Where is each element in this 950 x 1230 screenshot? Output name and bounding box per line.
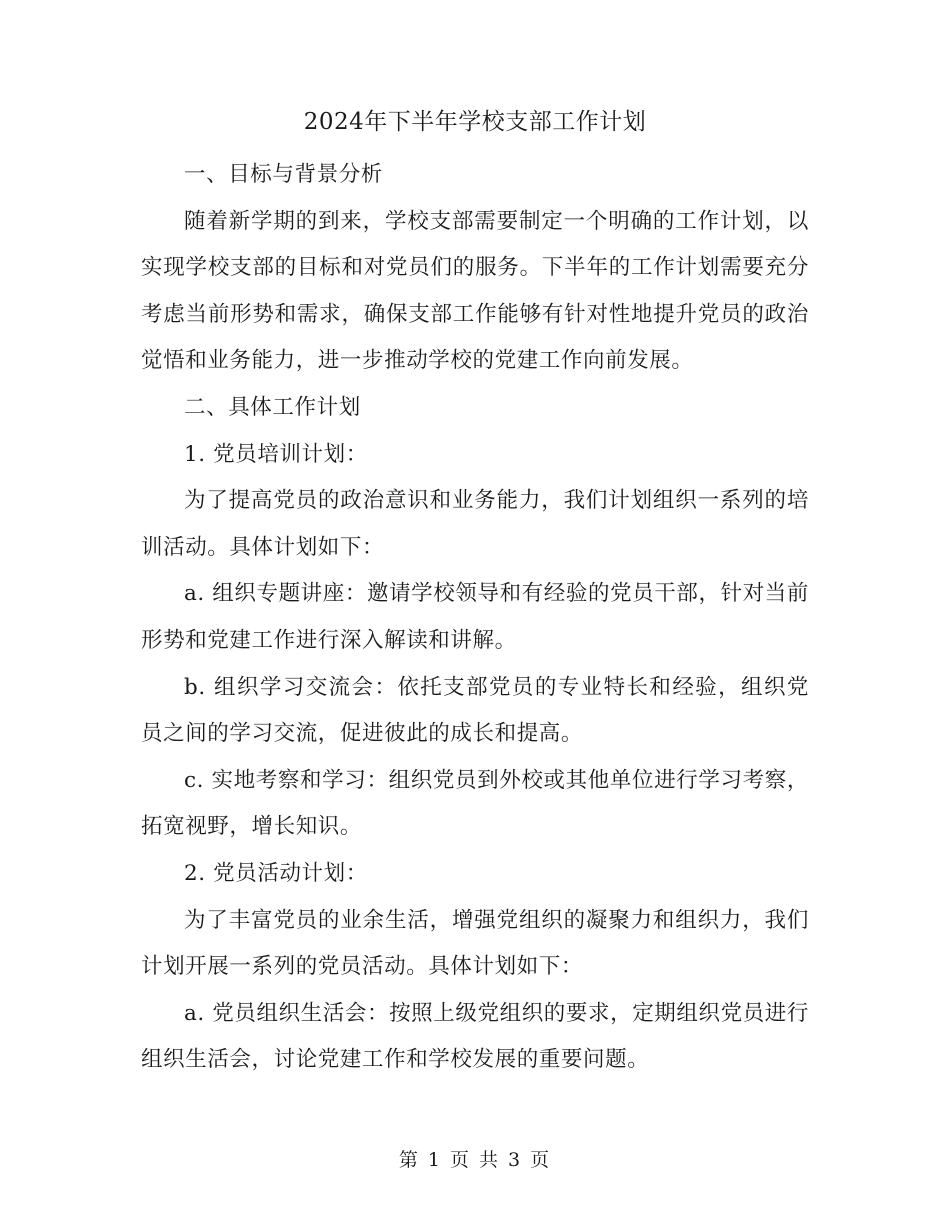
subheading-training: 1. 党员培训计划： xyxy=(184,441,368,467)
subheading-activities: 2. 党员活动计划： xyxy=(184,860,368,886)
paragraph-background: 随着新学期的到来，学校支部需要制定一个明确的工作计划，以实现学校支部的目标和对党员们的服务。下半年的工作计划需要充分考虑当前形势和需求，确保支部工作能够有针对性地提升党员的政治觉悟和业务能力，进一步推动学校的党建工作向前发展。 xyxy=(141,208,809,374)
list-item-training-a: a. 组织专题讲座：邀请学校领导和有经验的党员干部，针对当前形势和党建工作进行深入解读和讲解。 xyxy=(141,581,809,653)
list-item-training-c: c. 实地考察和学习：组织党员到外校或其他单位进行学习考察，拓宽视野，增长知识。 xyxy=(141,767,809,840)
page-footer: 第 1 页 共 3 页 xyxy=(398,1149,552,1171)
document-body xyxy=(141,152,809,1084)
section-heading-2: 二、具体工作计划 xyxy=(184,394,361,420)
document-title: 2024年下半年学校支部工作计划 xyxy=(303,109,647,135)
list-item-activities-a: a. 党员组织生活会：按照上级党组织的要求，定期组织党员进行组织生活会，讨论党建工作和学校发展的重要问题。 xyxy=(141,1000,809,1073)
paragraph-training-intro: 为了提高党员的政治意识和业务能力，我们计划组织一系列的培训活动。具体计划如下： xyxy=(141,488,809,560)
section-heading-1: 一、目标与背景分析 xyxy=(184,162,383,187)
paragraph-activities-intro: 为了丰富党员的业余生活，增强党组织的凝聚力和组织力，我们计划开展一系列的党员活动。具体计划如下： xyxy=(141,907,809,980)
list-item-training-b: b. 组织学习交流会：依托支部党员的专业特长和经验，组织党员之间的学习交流，促进彼此的成长和提高。 xyxy=(141,674,809,747)
